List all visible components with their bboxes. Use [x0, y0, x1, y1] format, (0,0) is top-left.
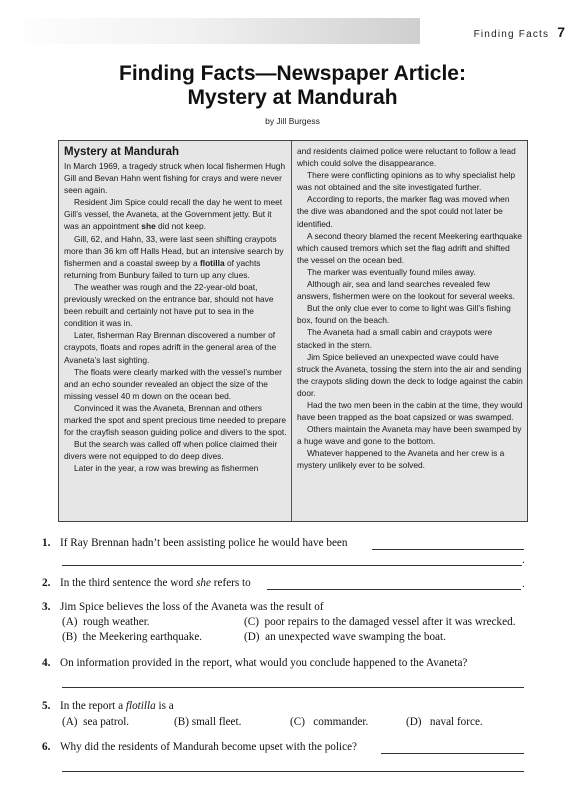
question-number: 4.	[42, 657, 51, 669]
article-paragraph: Although air, sea and land searches revealed few answers, fishermen were on the lookout for several weeks.	[297, 279, 515, 302]
question-number: 3.	[42, 601, 51, 613]
period: .	[522, 554, 525, 566]
article-paragraph	[64, 462, 288, 474]
option-b[interactable]: (B) the Meekering earthquake.	[62, 631, 203, 643]
article-paragraph: Had the two men been in the cabin at the time, they would have been trapped as the boat capsized or was swamped.	[297, 399, 523, 423]
column-divider	[291, 141, 292, 521]
question-5	[42, 700, 542, 712]
article-right-column	[297, 145, 523, 472]
question-text: Why did the residents of Mandurah become upset with the police?	[60, 741, 358, 753]
period: .	[522, 578, 525, 590]
article-paragraph: But the only clue ever to come to light was Gill’s fishing box, found on the beach.	[297, 303, 511, 326]
paragraph-text: The weather was rough and the 22-year-old boat, previously wrecked on the entrance bar, should not have been rebuilt and certainly not have put to sea in the condition it was in.	[64, 281, 274, 329]
article-paragraph: Jim Spice believed an unexpected wave could have struck the Avaneta, tossing the stern into the air and sending the craypots sliding down the deck to lodge against the cabin door.	[297, 351, 523, 398]
article-paragraph: A second theory blamed the recent Meekering earthquake which caused tremors which set the flag adrift and shifted the vessel on the ocean bed.	[297, 230, 523, 265]
answer-line-2[interactable]	[267, 589, 521, 590]
article-paragraph	[64, 366, 288, 402]
paragraph-text: In March 1969, a tragedy struck when local fishermen Hugh Gill and Bevan Hahn went fishing for crays and were never seen again.	[64, 161, 286, 196]
article-heading: Mystery at Mandurah	[64, 146, 180, 158]
title-line-2: Mystery at Mandurah	[187, 86, 398, 109]
article-paragraph: and residents claimed police were reluctant to follow a lead which could solve the disappearance.	[297, 146, 516, 169]
question-text: If Ray Brennan hadn’t been assisting police he would have been	[60, 537, 348, 549]
article-paragraph: The Avaneta had a small cabin and craypots were stacked in the stern.	[297, 327, 493, 350]
question-text-post: is a	[155, 700, 174, 712]
question-2	[42, 577, 542, 589]
header-text	[474, 24, 565, 40]
article-left-column	[64, 145, 288, 474]
article-paragraph: The marker was eventually found miles away.	[307, 266, 476, 277]
page-title	[0, 62, 585, 110]
question-text-pre: In the report a	[60, 700, 126, 712]
article-paragraph	[64, 196, 288, 232]
answer-line-1b[interactable]	[62, 565, 522, 566]
page-number: 7	[557, 24, 565, 40]
page-header	[0, 18, 585, 44]
question-3	[42, 601, 542, 613]
answer-line-6b[interactable]	[62, 771, 524, 772]
bold-word: she	[141, 221, 156, 232]
question-number: 5.	[42, 700, 51, 712]
question-emphasis: flotilla	[125, 700, 156, 712]
question-text: Jim Spice believes the loss of the Avaneta was the result of	[60, 601, 324, 613]
question-6	[42, 741, 542, 753]
question-number: 1.	[42, 537, 51, 549]
option-d[interactable]: (D) an unexpected wave swamping the boat.	[244, 631, 446, 643]
question-emphasis: she	[196, 577, 211, 589]
article-box	[58, 140, 528, 522]
option-c[interactable]: (C) poor repairs to the damaged vessel after it was wrecked.	[244, 616, 516, 628]
article-paragraph: Others maintain the Avaneta may have been swamped by a huge wave and gone to the bottom.	[297, 424, 522, 447]
header-section: Finding Facts	[473, 29, 550, 40]
paragraph-text: The floats were clearly marked with the vessel’s number and an echo sounder revealed an object the size of the missing vessel 40 m down on the ocean bed.	[64, 366, 282, 401]
article-paragraph	[64, 160, 288, 196]
paragraph-text: Convinced it was the Avaneta, Brennan and others marked the spot and spent precious time needed to prepare for the crayfish season guiding police and divers to the spot.	[64, 402, 287, 438]
option-b[interactable]: (B) small fleet.	[174, 716, 242, 728]
answer-line-6a[interactable]	[381, 753, 524, 754]
byline: by Jill Burgess	[265, 116, 320, 126]
article-paragraph: There were conflicting opinions as to why specialist help was not obtained and the site investigated further.	[297, 170, 516, 193]
title-line-1: Finding Facts—Newspaper Article:	[119, 62, 466, 85]
header-gradient-bar	[0, 18, 420, 44]
article-paragraph	[64, 281, 288, 329]
paragraph-text: Later in the year, a row was brewing as fishermen	[74, 463, 259, 474]
article-paragraph: Whatever happened to the Avaneta and her crew is a mystery unlikely ever to be solved.	[297, 448, 505, 471]
question-text: On information provided in the report, what would you conclude happened to the Avaneta?	[60, 657, 468, 669]
article-paragraph	[64, 402, 288, 438]
answer-line-4[interactable]	[62, 687, 524, 688]
question-number: 6.	[42, 741, 51, 753]
paragraph-text: But the search was called off when police claimed their divers were not equipped to do deep dives.	[64, 439, 278, 462]
question-text-pre: In the third sentence the word	[60, 577, 197, 589]
paragraph-text: Later, fisherman Ray Brennan discovered a number of craypots, floats and ropes adrift in the general area of the Avaneta’s last sighting.	[64, 330, 277, 365]
question-number: 2.	[42, 577, 51, 589]
answer-line-1a[interactable]	[372, 549, 524, 550]
paragraph-text: Gill, 62, and Hahn, 33, were last seen shifting craypots more than 36 km off Halls Head, but an intensive search by fishermen and a coastal sweep by a	[64, 233, 284, 268]
article-paragraph: According to reports, the marker flag was moved when the dive was abandoned and the spot could not later be identified.	[297, 194, 510, 229]
bold-word: flotilla	[199, 257, 225, 268]
option-c[interactable]: (C) commander.	[290, 716, 369, 728]
option-a[interactable]: (A) rough weather.	[62, 616, 150, 628]
paragraph-text: of yachts returning from Bunbury failed to turn up any clues.	[64, 257, 261, 280]
option-d[interactable]: (D) naval force.	[406, 716, 483, 728]
question-4	[42, 657, 542, 669]
article-paragraph	[64, 438, 288, 462]
question-1	[42, 537, 542, 549]
article-paragraph	[64, 329, 288, 365]
paragraph-text: Resident Jim Spice could recall the day he went to meet Gill’s vessel, the Avaneta, at the Government jetty. But it was an appointment	[64, 197, 283, 232]
paragraph-text: did not keep.	[155, 221, 207, 232]
option-a[interactable]: (A) sea patrol.	[62, 716, 130, 728]
question-text-post: refers to	[211, 577, 251, 589]
article-paragraph	[64, 233, 288, 281]
